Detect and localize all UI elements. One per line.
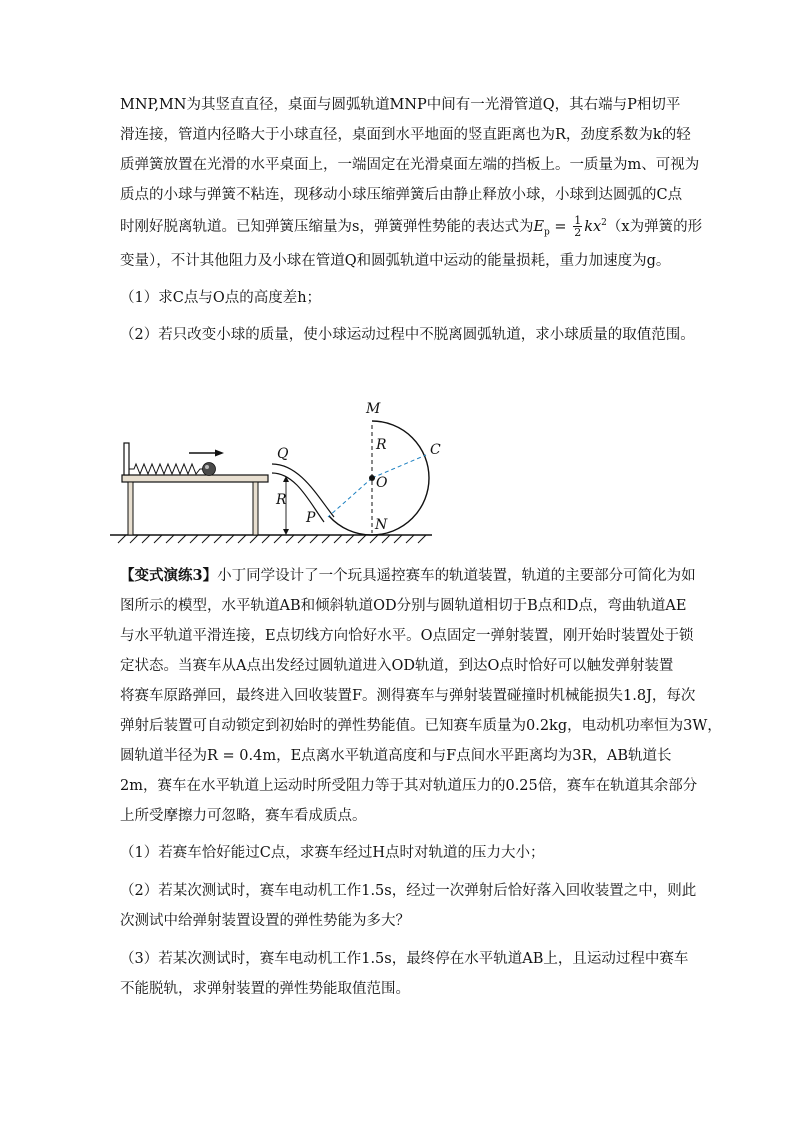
ball-highlight [205,465,209,469]
problem2-question-2-line-1: （2）若某次测试时，赛车电动机工作1.5s，经过一次弹射后恰好落入回收装置之中，则此 [120,883,697,899]
problem2-line-9: 上所受摩擦力可忽略，赛车看成质点。 [120,808,367,824]
problem1-question-1: （1）求C点与O点的高度差h； [120,290,322,306]
problem2-question-3-line-2: 不能脱轨，求弹射装置的弹性势能取值范围。 [120,981,410,997]
label-M: M [366,401,381,417]
problem1-line-6: 变量），不计其他阻力及小球在管道Q和圆弧轨道中运动的能量损耗，重力加速度为g。 [120,253,671,269]
problem1-line-5-tail: （x为弹簧的形 [606,218,703,235]
problem2-line-1-text: 小丁同学设计了一个玩具遥控赛车的轨道装置，轨道的主要部分可简化为如 [217,568,696,584]
ground-hatching [118,535,426,543]
problem2-line-5: 将赛车原路弹回，最终进入回收装置F。测得赛车与弹射装置碰撞时机械能损失1.8J，每次 [120,688,696,704]
problem1-line-5 [120,214,702,242]
table-top [122,475,268,482]
problem1-line-3: 质弹簧放置在光滑的水平桌面上，一端固定在光滑桌面左端的挡板上。一质量为m、可视为 [120,157,700,173]
center-point-O [369,475,375,481]
formula-denominator: 2 [574,226,582,240]
arrow-head-icon [215,450,224,457]
problem1-question-2: （2）若只改变小球的质量，使小球运动过程中不脱离圆弧轨道，求小球质量的取值范围。 [120,327,695,343]
problem2-heading: 【变式演练3】 [120,567,218,584]
label-O: O [376,475,388,491]
ball [203,463,216,476]
physics-diagram [110,385,450,550]
problem2-question-1: （1）若赛车恰好能过C点，求赛车经过H点时对轨道的压力大小； [120,845,545,861]
problem2-question-3-line-1: （3）若某次测试时，赛车电动机工作1.5s，最终停在水平轨道AB上，且运动过程中赛车 [120,951,689,967]
radius-OP [328,478,372,517]
problem2-line-1 [120,567,696,585]
problem2-line-8: 2m，赛车在水平轨道上运动时所受阻力等于其对轨道压力的0.25倍，赛车在轨道其余部分 [120,778,698,794]
formula-exponent: 2 [601,218,607,228]
dimension-arrow-down-icon [283,529,289,535]
baffle-plate [124,443,129,475]
formula-sub: p [544,227,550,238]
formula-lhs: E [533,218,545,235]
problem2-line-6: 弹射后装置可自动锁定到初始时的弹性势能值。已知赛车质量为0.2kg，电动机功率恒为3W， [120,718,722,734]
problem2-question-2-line-2: 次测试中给弹射装置设置的弹性势能为多大？ [120,913,410,929]
formula-kx: kx [584,218,602,235]
spring [129,464,203,474]
formula-fraction [573,215,582,238]
problem1-line-2: 滑连接，管道内径略大于小球直径，桌面到水平地面的竖直距离也为R，劲度系数为k的轻 [120,127,691,143]
problem2-line-2: 图所示的模型，水平轨道AB和倾斜轨道OD分别与圆轨道相切于B点和D点，弯曲轨道AE [120,598,687,614]
label-Q: Q [277,446,289,462]
problem2-line-7: 圆轨道半径为R = 0.4m，E点离水平轨道高度和与F点间水平距离均为3R，AB轨道长 [120,748,672,764]
problem1-line-4: 质点的小球与弹簧不粘连，现移动小球压缩弹簧后由静止释放小球，小球到达圆弧的C点 [120,187,683,203]
formula-numerator: 1 [574,214,582,228]
tube-upper-wall [272,464,334,517]
label-C: C [430,442,441,458]
problem2-line-3: 与水平轨道平滑连接，E点切线方向恰好水平。O点固定一弹射装置，刚开始时装置处于锁 [120,628,694,644]
label-R-left: R [276,492,287,508]
problem1-line-1: MNP,MN为其竖直直径，桌面与圆弧轨道MNP中间有一光滑管道Q，其右端与P相切平 [120,97,681,113]
table-leg-right [253,482,258,535]
label-P: P [306,510,316,526]
label-R-top: R [376,437,387,453]
problem2-line-4: 定状态。当赛车从A点出发经过圆轨道进入OD轨道，到达O点时恰好可以触发弹射装置 [120,658,674,674]
formula-eq: = [549,218,572,235]
table-leg-left [128,482,133,535]
problem1-line-5-text: 时刚好脱离轨道。已知弹簧压缩量为s，弹簧弹性势能的表达式为 [120,218,534,235]
label-N: N [375,517,388,533]
